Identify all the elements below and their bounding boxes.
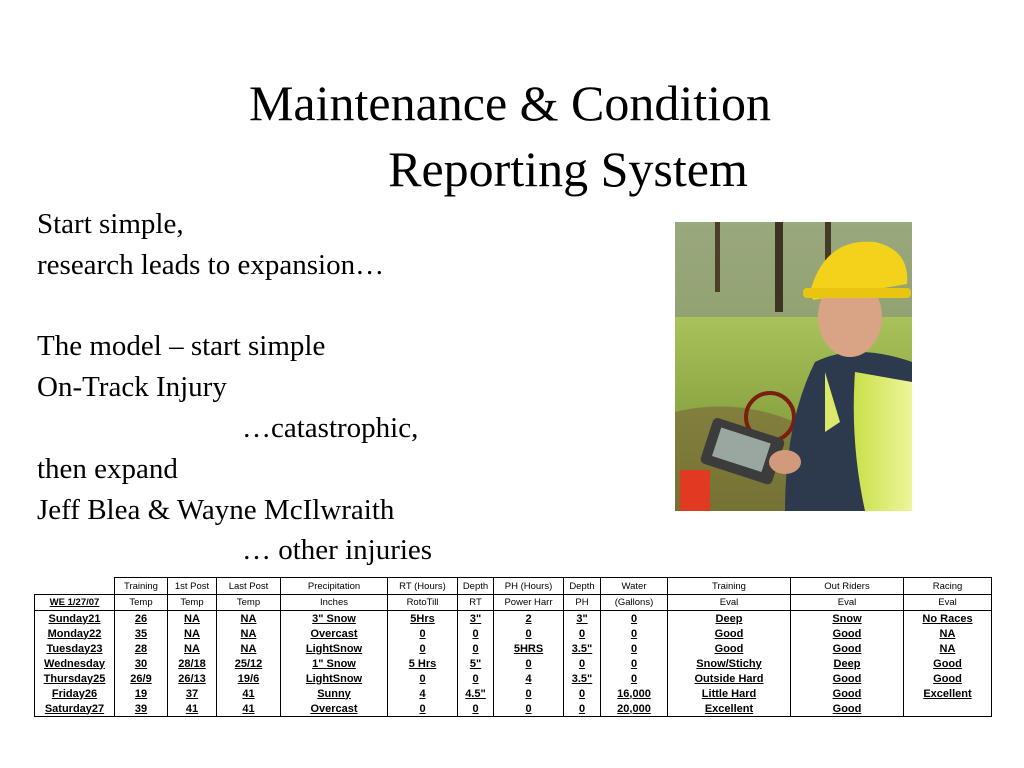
table-cell: 3.5" xyxy=(564,671,601,686)
column-header: Training xyxy=(115,578,168,595)
table-cell: 2 xyxy=(494,611,564,627)
column-header: Precipitation xyxy=(281,578,388,595)
table-cell: 0 xyxy=(494,656,564,671)
table-row xyxy=(35,701,992,717)
table-cell: Good xyxy=(791,686,904,701)
table-cell: Outside Hard xyxy=(668,671,791,686)
unit-cell: Power Harr xyxy=(494,595,564,611)
column-header: Last Post xyxy=(217,578,281,595)
body-line: Start simple, xyxy=(37,208,184,240)
unit-cell: Temp xyxy=(168,595,217,611)
table-cell xyxy=(904,701,992,717)
unit-cell: Eval xyxy=(904,595,992,611)
body-line: research leads to expansion… xyxy=(37,248,385,281)
table-cell: 3.5" xyxy=(564,641,601,656)
worker-with-handheld-device-photo xyxy=(675,222,912,511)
table-cell: No Races xyxy=(904,611,992,627)
table-cell: Snow xyxy=(791,611,904,627)
table-cell: 5" xyxy=(458,656,494,671)
table-cell: 0 xyxy=(388,701,458,717)
table-cell: Good xyxy=(904,671,992,686)
row-day-label: Tuesday23 xyxy=(35,641,115,656)
column-header: 1st Post xyxy=(168,578,217,595)
table-cell: Good xyxy=(668,626,791,641)
table-cell: 20,000 xyxy=(601,701,668,717)
unit-cell: Temp xyxy=(217,595,281,611)
table-cell: 0 xyxy=(564,701,601,717)
row-day-label: Saturday27 xyxy=(35,701,115,717)
track-condition-table xyxy=(34,577,992,717)
table-cell: 3" xyxy=(458,611,494,627)
week-ending-label: WE 1/27/07 xyxy=(35,595,115,611)
column-header: Depth xyxy=(458,578,494,595)
table-cell: 0 xyxy=(494,686,564,701)
table-cell: 28 xyxy=(115,641,168,656)
unit-cell: PH xyxy=(564,595,601,611)
column-header: Water xyxy=(601,578,668,595)
slide-body-text xyxy=(37,204,432,571)
table-cell: 16,000 xyxy=(601,686,668,701)
table-cell: 26 xyxy=(115,611,168,627)
table-cell: 39 xyxy=(115,701,168,717)
table-cell: 5 Hrs xyxy=(388,656,458,671)
table-corner-cell xyxy=(35,578,115,595)
body-line: then expand xyxy=(37,452,178,485)
table-cell: Good xyxy=(668,641,791,656)
table-row xyxy=(35,641,992,656)
body-line: … other injuries xyxy=(242,534,433,567)
row-day-label: Wednesday xyxy=(35,656,115,671)
table-cell: 0 xyxy=(601,611,668,627)
unit-cell: Eval xyxy=(668,595,791,611)
body-line: On-Track Injury xyxy=(37,371,227,404)
slide-title-line-1: Maintenance & Condition xyxy=(248,75,772,131)
table-cell: LightSnow xyxy=(281,641,388,656)
table-cell: 4 xyxy=(388,686,458,701)
table-cell: 5Hrs xyxy=(388,611,458,627)
table-cell: NA xyxy=(217,641,281,656)
table-cell: 3" xyxy=(564,611,601,627)
table-cell: NA xyxy=(217,611,281,627)
table-units-row xyxy=(35,595,992,611)
table-cell: 25/12 xyxy=(217,656,281,671)
table-cell: Good xyxy=(791,641,904,656)
table-cell: Little Hard xyxy=(668,686,791,701)
slide-title-line-2: Reporting System xyxy=(388,141,748,197)
table-cell: 0 xyxy=(601,641,668,656)
table-cell: 41 xyxy=(217,686,281,701)
table-cell: Excellent xyxy=(668,701,791,717)
table-cell: 30 xyxy=(115,656,168,671)
table-cell: 0 xyxy=(564,626,601,641)
unit-cell: Inches xyxy=(281,595,388,611)
unit-cell: Temp xyxy=(115,595,168,611)
row-day-label: Sunday21 xyxy=(35,611,115,627)
table-cell: 37 xyxy=(168,686,217,701)
table-cell: LightSnow xyxy=(281,671,388,686)
row-day-label: Monday22 xyxy=(35,626,115,641)
table-cell: 0 xyxy=(601,626,668,641)
table-cell: Sunny xyxy=(281,686,388,701)
table-cell: Good xyxy=(904,656,992,671)
table-row xyxy=(35,671,992,686)
table-row xyxy=(35,626,992,641)
table-cell: Snow/Stichy xyxy=(668,656,791,671)
table-cell: 5HRS xyxy=(494,641,564,656)
table-cell: 0 xyxy=(458,641,494,656)
unit-cell: RT xyxy=(458,595,494,611)
table-cell: Good xyxy=(791,671,904,686)
table-cell: 26/9 xyxy=(115,671,168,686)
table-cell: 0 xyxy=(458,701,494,717)
table-row xyxy=(35,611,992,627)
table-cell: Overcast xyxy=(281,701,388,717)
table-cell: 0 xyxy=(601,671,668,686)
body-line: The model – start simple xyxy=(37,330,326,363)
table-cell: Excellent xyxy=(904,686,992,701)
table-row xyxy=(35,686,992,701)
table-cell: NA xyxy=(904,626,992,641)
table-cell: 0 xyxy=(601,656,668,671)
table-cell: Good xyxy=(791,701,904,717)
table-cell: 41 xyxy=(217,701,281,717)
table-cell: Deep xyxy=(791,656,904,671)
table-row xyxy=(35,656,992,671)
column-header: Racing xyxy=(904,578,992,595)
table-cell: 0 xyxy=(458,626,494,641)
slide-title xyxy=(0,70,1024,202)
table-cell: 0 xyxy=(388,641,458,656)
column-header: PH (Hours) xyxy=(494,578,564,595)
row-day-label: Friday26 xyxy=(35,686,115,701)
table-cell: 19 xyxy=(115,686,168,701)
unit-cell: (Gallons) xyxy=(601,595,668,611)
table-cell: 1" Snow xyxy=(281,656,388,671)
table-cell: 4 xyxy=(494,671,564,686)
table-cell: NA xyxy=(168,626,217,641)
column-header: Out Riders xyxy=(791,578,904,595)
body-line: …catastrophic, xyxy=(242,411,419,444)
column-header: RT (Hours) xyxy=(388,578,458,595)
table-cell: 4.5" xyxy=(458,686,494,701)
table-cell: 0 xyxy=(564,686,601,701)
table-cell: 28/18 xyxy=(168,656,217,671)
table-header-row xyxy=(35,578,992,595)
table-cell: 41 xyxy=(168,701,217,717)
table-cell: 19/6 xyxy=(217,671,281,686)
body-line xyxy=(37,286,432,327)
table-cell: 0 xyxy=(388,626,458,641)
unit-cell: Eval xyxy=(791,595,904,611)
body-line: Jeff Blea & Wayne McIlwraith xyxy=(37,493,395,526)
table-cell: 35 xyxy=(115,626,168,641)
table-cell: NA xyxy=(904,641,992,656)
table-cell: Overcast xyxy=(281,626,388,641)
column-header: Training xyxy=(668,578,791,595)
unit-cell: RotoTill xyxy=(388,595,458,611)
table-cell: NA xyxy=(168,641,217,656)
table-cell: 0 xyxy=(564,656,601,671)
table-cell: 0 xyxy=(494,626,564,641)
table-cell: Deep xyxy=(668,611,791,627)
table-cell: 26/13 xyxy=(168,671,217,686)
table-cell: 0 xyxy=(388,671,458,686)
column-header: Depth xyxy=(564,578,601,595)
table-cell: Good xyxy=(791,626,904,641)
table-cell: NA xyxy=(217,626,281,641)
table-cell: NA xyxy=(168,611,217,627)
table-cell: 0 xyxy=(494,701,564,717)
table-cell: 3" Snow xyxy=(281,611,388,627)
table-cell: 0 xyxy=(458,671,494,686)
row-day-label: Thursday25 xyxy=(35,671,115,686)
